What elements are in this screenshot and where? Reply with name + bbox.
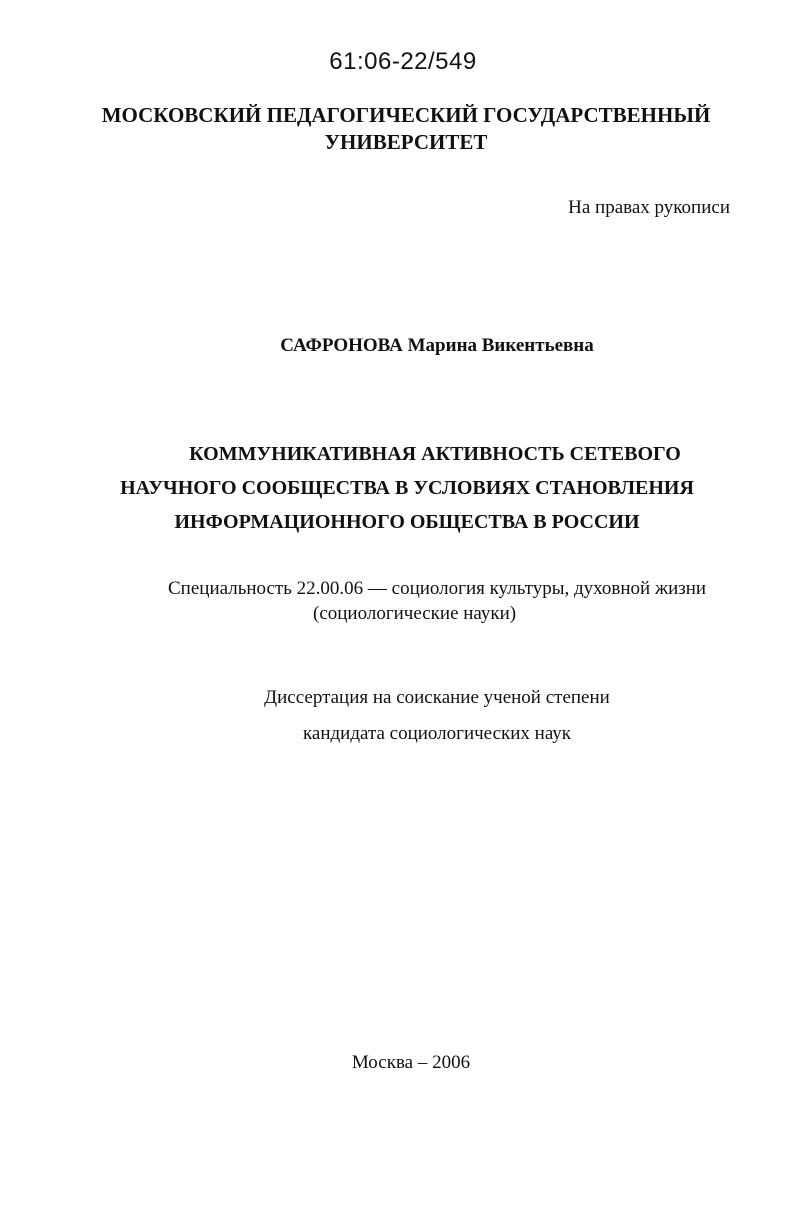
author-name: САФРОНОВА Марина Викентьевна: [280, 335, 594, 356]
university-name: [0, 102, 794, 156]
specialty-line-2: (социологические науки): [313, 603, 517, 624]
manuscript-rights-note: На правах рукописи: [568, 197, 730, 218]
university-name-line-2: УНИВЕРСИТЕТ: [324, 130, 488, 154]
place-and-year: Москва – 2006: [351, 1052, 471, 1073]
specialty-line-1: Специальность 22.00.06 — социология культуры, духовной жизни: [168, 578, 707, 599]
title-line-3: ИНФОРМАЦИОННОГО ОБЩЕСТВА В РОССИИ: [174, 511, 640, 533]
title-line-2: НАУЧНОГО СООБЩЕСТВА В УСЛОВИЯХ СТАНОВЛЕНИЯ: [120, 477, 694, 499]
degree-statement: [0, 680, 794, 752]
degree-statement-line-1: Диссертация на соискание ученой степени: [264, 687, 610, 708]
title-line-1: КОММУНИКАТИВНАЯ АКТИВНОСТЬ СЕТЕВОГО: [189, 443, 681, 465]
dissertation-title: [0, 437, 794, 539]
archive-code: 61:06-22/549: [329, 48, 477, 75]
university-name-line-1: МОСКОВСКИЙ ПЕДАГОГИЧЕСКИЙ ГОСУДАРСТВЕННЫЙ: [101, 103, 711, 127]
degree-statement-line-2: кандидата социологических наук: [302, 723, 572, 744]
